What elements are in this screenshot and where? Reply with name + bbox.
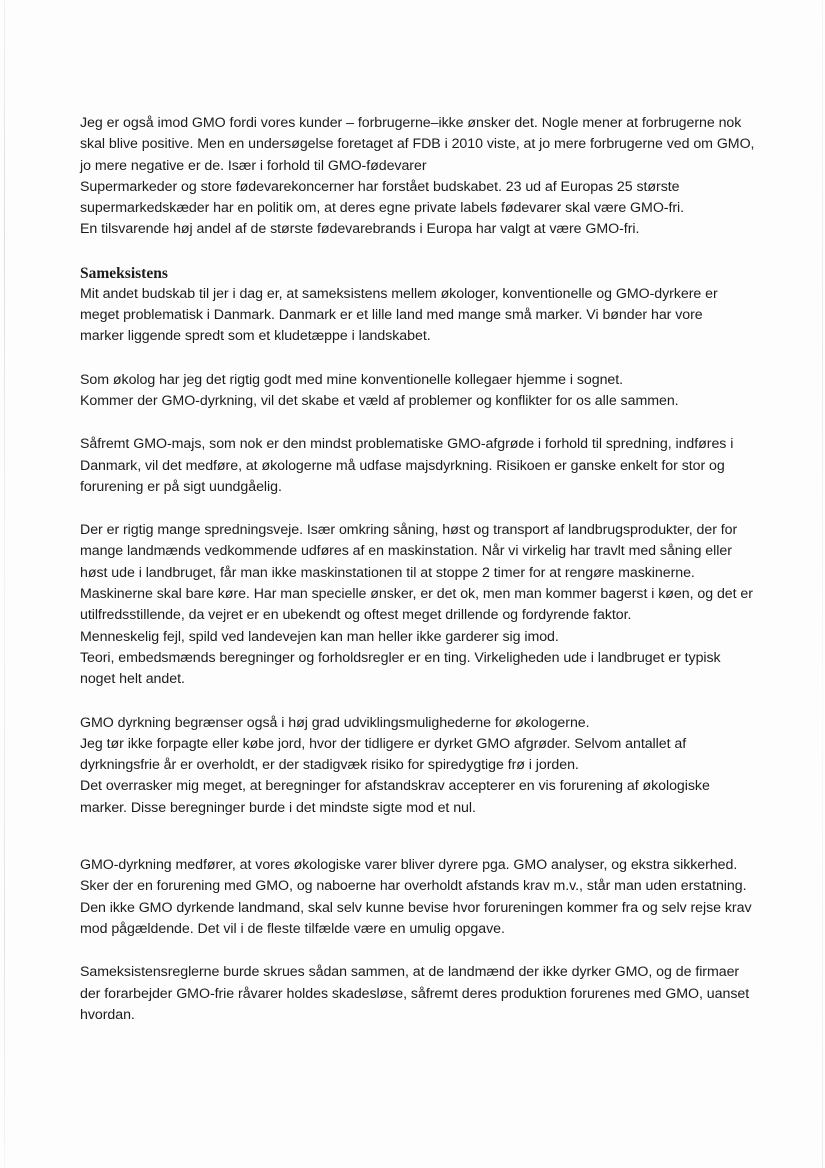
text-line: noget helt andet. xyxy=(80,671,185,688)
text-line: meget problematisk i Danmark. Danmark er et lille land med mange små marker. Vi bønder har vore xyxy=(80,307,703,324)
text-line: dyrkningsfrie år er overholdt, er der stadigvæk risiko for spiredygtige frø i jorden. xyxy=(80,757,579,774)
text-line: utilfredsstillende, da vejret er en ubekendt og oftest meget drillende og fordyrende faktor. xyxy=(80,607,632,624)
text-line: Sameksistensreglerne burde skrues sådan sammen, at de landmænd der ikke dyrker GMO, og de firmaer xyxy=(80,964,740,981)
scan-edge-left xyxy=(4,0,5,1168)
section-heading: Sameksistens xyxy=(80,264,168,282)
text-line: supermarkedskæder har en politik om, at deres egne private labels fødevarer skal være GMO-fri. xyxy=(80,200,685,217)
paragraph-section-1 xyxy=(80,284,760,348)
text-line: Såfremt GMO-majs, som nok er den mindst problematiske GMO-afgrøde i forhold til spredning, indføres i xyxy=(80,436,734,453)
text-line: forurening er på sigt uundgåelig. xyxy=(80,478,282,495)
text-line: Jeg er også imod GMO fordi vores kunder – forbrugerne–ikke ønsker det. Nogle mener at forbrugerne nok xyxy=(80,115,742,131)
text-line: Teori, embedsmænds beregninger og forholdsregler er en ting. Virkeligheden ude i landbruget er typisk xyxy=(80,649,721,666)
text-line: En tilsvarende høj andel af de største fødevarebrands i Europa har valgt at være GMO-fri. xyxy=(80,221,640,238)
text-line: Maskinerne skal bare køre. Har man specielle ønsker, er det ok, men man kommer bagerst i køen, og det er xyxy=(80,586,753,603)
text-line: Kommer der GMO-dyrkning, vil det skabe et væld af problemer og konflikter for os alle sammen. xyxy=(80,392,679,409)
text-line: Der er rigtig mange spredningsveje. Især omkring såning, høst og transport af landbrugsprodukter, der for xyxy=(80,522,738,539)
paragraph-section-2 xyxy=(80,370,760,413)
text-line: Den ikke GMO dyrkende landmand, skal selv kunne bevise hvor forureningen kommer fra og selv rejse krav xyxy=(80,899,752,916)
text-line: GMO dyrkning begrænser også i høj grad udviklingsmulighederne for økologerne. xyxy=(80,714,590,731)
text-line: Sker der en forurening med GMO, og naboerne har overholdt afstands krav m.v., står man uden erstatning. xyxy=(80,878,747,895)
text-line: mange landmænds vedkommende udføres af en maskinstation. Når vi virkelig har travlt med såning eller xyxy=(80,543,732,560)
text-line: mod pågældende. Det vil i de fleste tilfælde være en umulig opgave. xyxy=(80,920,505,937)
text-line: høst ude i landbruget, får man ikke maskinstationen til at stoppe 2 timer for at rengøre maskinerne. xyxy=(80,564,695,581)
text-line: Supermarkeder og store fødevarekoncerner har forstået budskabet. 23 ud af Europas 25 største xyxy=(80,178,680,195)
text-line: skal blive positive. Men en undersøgelse foretaget af FDB i 2010 viste, at jo mere forbrugerne ved om GMO, xyxy=(80,136,755,153)
paragraph-section-5 xyxy=(80,713,760,819)
paragraph-section-7 xyxy=(80,962,760,1026)
scan-edge-right xyxy=(822,0,823,1168)
document-body xyxy=(80,113,760,1026)
text-line: Jeg tør ikke forpagte eller købe jord, hvor der tidligere er dyrket GMO afgrøder. Selvom antallet af xyxy=(80,735,687,752)
text-line: Menneskelig fejl, spild ved landevejen kan man heller ikke garderer sig imod. xyxy=(80,628,559,645)
paragraph-section-6 xyxy=(80,855,760,940)
text-line: marker. Disse beregninger burde i det mindste sigte mod et nul. xyxy=(80,799,476,816)
text-line: GMO-dyrkning medfører, at vores økologiske varer bliver dyrere pga. GMO analyser, og ekstra sikkerhed. xyxy=(80,857,738,874)
text-line: marker liggende spredt som et kludetæppe i landskabet. xyxy=(80,328,431,345)
paragraph-intro xyxy=(80,113,760,241)
text-line: jo mere negative er de. Især i forhold til GMO-fødevarer xyxy=(80,157,427,174)
text-line: der forarbejder GMO-frie råvarer holdes skadesløse, såfremt deres produktion forurenes med GMO, uanset xyxy=(80,985,750,1002)
paragraph-section-3 xyxy=(80,434,760,498)
paragraph-section-4 xyxy=(80,520,760,690)
text-line: Det overrasker mig meget, at beregninger for afstandskrav accepterer en vis forurening af økologiske xyxy=(80,778,710,795)
text-line: Som økolog har jeg det rigtig godt med mine konventionelle kollegaer hjemme i sognet. xyxy=(80,371,624,388)
text-line: hvordan. xyxy=(80,1006,135,1023)
text-line: Mit andet budskab til jer i dag er, at sameksistens mellem økologer, konventionelle og GMO-dyrkere er xyxy=(80,285,718,302)
text-line: Danmark, vil det medføre, at økologerne må udfase majsdyrkning. Risikoen er ganske enkelt for stor og xyxy=(80,457,725,474)
